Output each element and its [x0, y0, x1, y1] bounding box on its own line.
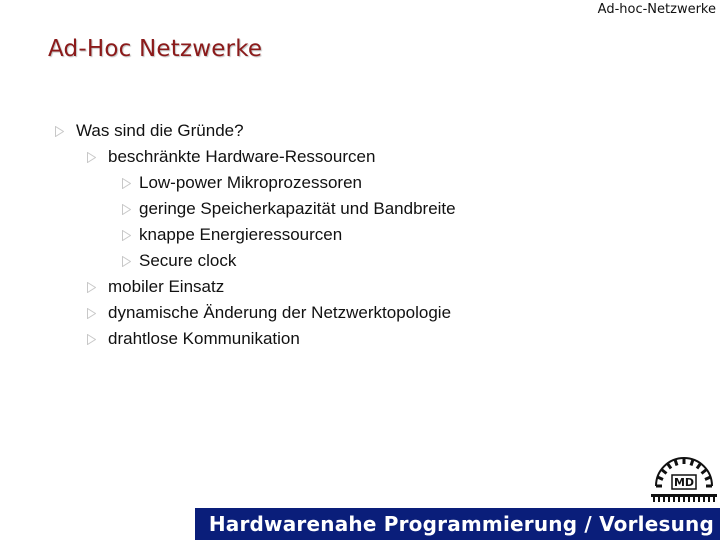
bullet-item: [50, 196, 690, 222]
footer-title: Hardwarenahe Programmierung / Vorlesung: [208, 512, 714, 536]
triangle-bullet-icon: [87, 282, 96, 293]
logo-text: MD: [673, 476, 695, 489]
bullet-text: dynamische Änderung der Netzwerktopologie: [108, 303, 452, 322]
bullet-text: geringe Speicherkapazität und Bandbreite: [139, 199, 456, 218]
triangle-bullet-icon: [122, 230, 131, 241]
triangle-bullet-icon: [87, 152, 96, 163]
bullet-item: [50, 248, 690, 274]
triangle-bullet-icon: [87, 308, 96, 319]
bullet-text: Low-power Mikroprozessoren: [139, 173, 362, 192]
bullet-text: mobiler Einsatz: [108, 277, 225, 296]
bullet-item: [50, 222, 690, 248]
triangle-bullet-icon: [122, 256, 131, 267]
bullet-item: [50, 170, 690, 196]
bullet-text: Was sind die Gründe?: [76, 121, 244, 140]
bullet-item: [50, 274, 690, 300]
triangle-bullet-icon: [122, 178, 131, 189]
bullet-item: [50, 118, 690, 144]
bullet-item: [50, 326, 690, 352]
bullet-item: [50, 144, 690, 170]
bullet-item: [50, 300, 690, 326]
bullet-text: knappe Energieressourcen: [139, 225, 343, 244]
bullet-text: beschränkte Hardware-Ressourcen: [108, 147, 376, 166]
bullet-list: [50, 118, 690, 352]
triangle-bullet-icon: [55, 126, 64, 137]
bullet-text: Secure clock: [139, 251, 237, 270]
header-label: Ad-hoc-Netzwerke: [597, 2, 716, 17]
university-logo-icon: [648, 456, 720, 504]
page-title: Ad-Hoc Netzwerke: [48, 36, 263, 62]
triangle-bullet-icon: [122, 204, 131, 215]
triangle-bullet-icon: [87, 334, 96, 345]
bullet-text: drahtlose Kommunikation: [108, 329, 300, 348]
